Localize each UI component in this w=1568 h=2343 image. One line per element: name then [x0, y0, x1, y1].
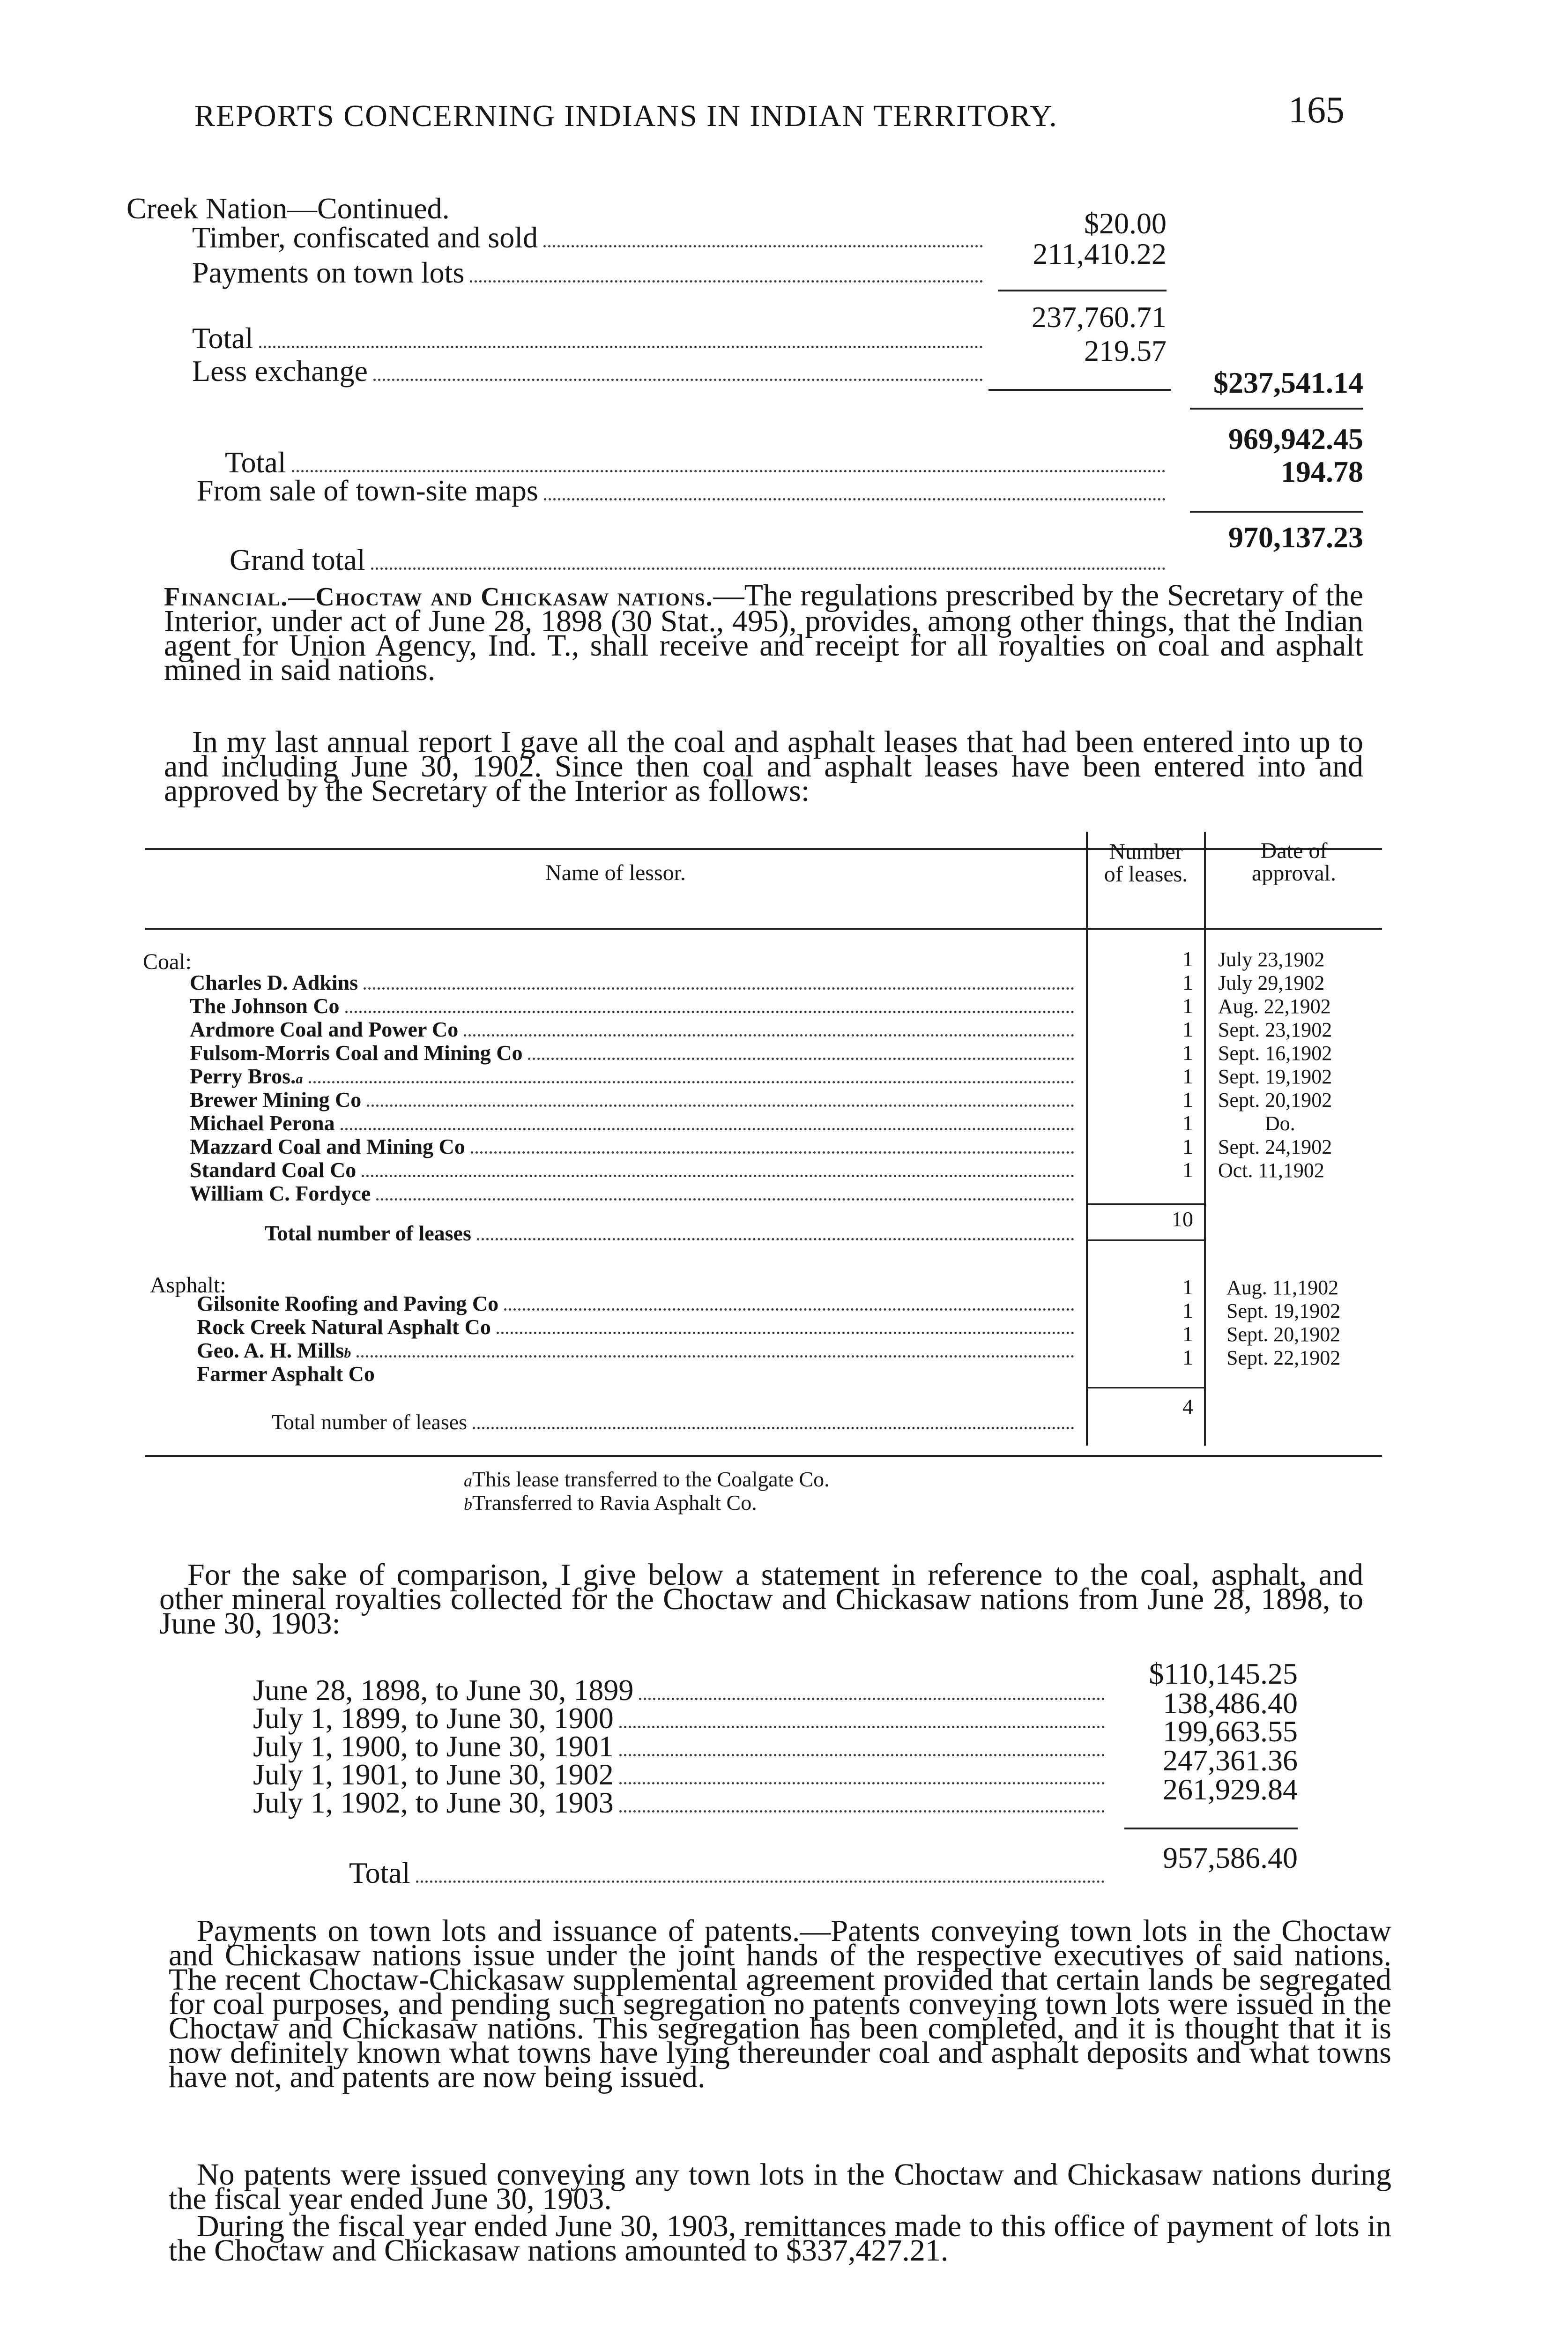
maps-row: [197, 473, 1171, 508]
coal-row: [190, 970, 1080, 996]
header-number-line2: of leases.: [1104, 862, 1188, 887]
exchange-rule: [988, 389, 1171, 391]
royalty-total-label: Total: [349, 1856, 410, 1889]
footnote-mark: a: [296, 1071, 303, 1087]
subtotal-label: Total: [192, 321, 253, 355]
financial-lead: Financial.—Choctaw and Chickasaw nations.: [164, 582, 713, 612]
coal-row: [190, 1157, 1080, 1184]
approval-date: Aug. 22,1902: [1218, 995, 1331, 1018]
town-lots-label: Payments on town lots: [192, 256, 465, 289]
lessor-name: Perry Bros.: [190, 1064, 296, 1088]
approval-date: Sept. 20,1902: [1218, 1089, 1332, 1112]
approval-date: Sept. 23,1902: [1218, 1018, 1332, 1041]
asphalt-label: Asphalt:: [150, 1273, 226, 1298]
lease-count: 1: [1182, 1041, 1193, 1065]
asphalt-row: [197, 1361, 1080, 1388]
financial-paragraph: [164, 578, 1363, 687]
exchange-row: [192, 354, 988, 388]
patents-text-3: During the fiscal year ended June 30, 1903, remittances made to this office of payment of lots in the Choctaw and Chickasaw nations amounted to $337,427.21.: [169, 2209, 1391, 2268]
grand-row: [230, 543, 1171, 577]
footnote-a-text: This lease transferred to the Coalgate Co.: [472, 1467, 830, 1491]
approval-date: Sept. 19,1902: [1218, 1065, 1332, 1088]
lease-count: 1: [1182, 970, 1193, 994]
royalty-amount: 261,929.84: [1163, 1773, 1298, 1806]
lessor-name: Brewer Mining Co: [190, 1088, 362, 1112]
patents-paragraph-3: [169, 2209, 1391, 2268]
coal-row: [190, 1087, 1080, 1113]
lessor-name: Rock Creek Natural Asphalt Co: [197, 1315, 491, 1339]
asphalt-total-count: 4: [1182, 1395, 1193, 1418]
lease-count: 1: [1182, 1134, 1193, 1158]
royalty-total-row: [349, 1856, 1110, 1890]
lessor-name: William C. Fordyce: [190, 1181, 371, 1205]
lease-count: 1: [1182, 994, 1193, 1018]
coal-row: [190, 1111, 1080, 1137]
patents-text-1: Payments on town lots and issuance of patents.—Patents conveying town lots in the Choctaw and Chickasaw nations issue under the joint hands of the respective executives of said nations. The recent Choctaw-Chickasaw supplemental agreement provided that certain lands be segregated for coal purposes, and pending such segregation no patents conveying town lots were issued in the Choctaw and Chickasaw nations. This segregation has been completed, and it is thought that it is now definitely known what towns have lying thereunder coal and asphalt deposits and what towns have not, and patents are now being issued.: [169, 1914, 1391, 2094]
total-label: Total: [225, 446, 286, 479]
royalty-row: [253, 1785, 1110, 1820]
royalty-period: June 28, 1898, to June 30, 1899: [253, 1673, 634, 1707]
lease-count: 1: [1182, 1275, 1193, 1299]
footnote-a: [464, 1467, 830, 1492]
lessor-name: Charles D. Adkins: [190, 970, 358, 994]
lessor-name: Gilsonite Roofing and Paving Co: [197, 1291, 499, 1315]
financial-text: —The regulations prescribed by the Secretary of the Interior, under act of June 28, 1898 (30 Stat., 495), provides, among other things, that the Indian agent for Union Agency, Ind. T., shall receive and receipt for all royalties on coal and asphalt mined in said nations.: [164, 578, 1363, 687]
approval-date: Do.: [1265, 1112, 1295, 1135]
royalty-period: July 1, 1900, to June 30, 1901: [253, 1730, 614, 1763]
asphalt-row: [197, 1338, 1080, 1364]
approval-date: Sept. 24,1902: [1218, 1135, 1332, 1158]
running-head: REPORTS CONCERNING INDIANS IN INDIAN TERRITORY.: [194, 99, 1058, 133]
town-lots-amount: 211,410.22: [1033, 237, 1167, 270]
comparison-intro-text: For the sake of comparison, I give below a statement in reference to the coal, asphalt, and other mineral royalties collected for the Choctaw and Chickasaw nations from June 28, 1898, to June 30, 1903:: [159, 1558, 1363, 1641]
header-number-line1: Number: [1109, 839, 1183, 864]
coal-row: [190, 993, 1080, 1020]
coal-row: [190, 1017, 1080, 1043]
leases-intro-paragraph: [164, 725, 1363, 808]
coal-row: [190, 1064, 1080, 1090]
timber-label: Timber, confiscated and sold: [192, 221, 538, 254]
subtotal-amount: 237,760.71: [1032, 300, 1167, 334]
lease-count: 1: [1182, 1088, 1193, 1112]
lease-count: 1: [1182, 1111, 1193, 1135]
approval-date: Sept. 16,1902: [1218, 1042, 1332, 1065]
lease-count: 1: [1182, 1064, 1193, 1088]
lessor-name: The Johnson Co: [190, 994, 340, 1018]
table-col-rule-2: [1204, 832, 1206, 1446]
asphalt-total-row: [272, 1410, 1080, 1436]
royalty-amount: 138,486.40: [1163, 1686, 1298, 1720]
footnote-b-mark: b: [464, 1495, 472, 1514]
lessor-name: Farmer Asphalt Co: [197, 1362, 375, 1386]
lease-count: 1: [1182, 1322, 1193, 1346]
royalty-period: July 1, 1902, to June 30, 1903: [253, 1786, 614, 1819]
lessor-name: Geo. A. H. Mills: [197, 1338, 344, 1362]
header-date-line2: approval.: [1252, 861, 1336, 886]
timber-amount: $20.00: [1084, 207, 1167, 240]
royalty-period: July 1, 1899, to June 30, 1900: [253, 1701, 614, 1735]
subtotal-row: [192, 321, 988, 356]
approval-date: Oct. 11,1902: [1218, 1159, 1324, 1182]
header-name: Name of lessor.: [545, 860, 686, 885]
asphalt-total-rule: [1088, 1387, 1204, 1388]
asphalt-row: [197, 1314, 1080, 1341]
approval-date: Sept. 19,1902: [1226, 1299, 1341, 1322]
header-date-line1: Date of: [1260, 838, 1328, 863]
net-rule: [1190, 408, 1363, 410]
exchange-label: Less exchange: [192, 354, 368, 388]
footnote-b-text: Transferred to Ravia Asphalt Co.: [472, 1491, 757, 1515]
lease-count: 1: [1182, 947, 1193, 971]
coal-total-count: 10: [1172, 1207, 1193, 1231]
coal-row: [190, 1134, 1080, 1160]
lessor-name: Mazzard Coal and Mining Co: [190, 1134, 465, 1158]
royalty-amount: 247,361.36: [1163, 1744, 1298, 1777]
town-lots-row: [192, 255, 988, 290]
coal-total-rule-bottom: [1088, 1239, 1204, 1241]
lease-count: 1: [1182, 1158, 1193, 1182]
royalty-amount: 199,663.55: [1163, 1715, 1298, 1748]
lessor-name: Fulsom-Morris Coal and Mining Co: [190, 1041, 523, 1065]
creek-heading: Creek Nation—Continued.: [126, 192, 450, 225]
approval-date: Sept. 22,1902: [1226, 1346, 1341, 1369]
grand-amount: 970,137.23: [1228, 521, 1363, 554]
total-amount: 969,942.45: [1228, 422, 1363, 455]
coal-label: Coal:: [143, 949, 192, 974]
net-amount: $237,541.14: [1213, 366, 1363, 399]
coal-total-label: Total number of leases: [265, 1221, 471, 1245]
exchange-amount: 219.57: [1084, 334, 1167, 367]
coal-total-row: [265, 1221, 1080, 1247]
royalty-total-rule: [1124, 1828, 1298, 1829]
royalty-amount: $110,145.25: [1149, 1657, 1298, 1690]
coal-total-rule: [1088, 1203, 1204, 1205]
page-number: 165: [1288, 90, 1345, 131]
patents-paragraph-1: [169, 1914, 1391, 2094]
lessor-name: Michael Perona: [190, 1111, 335, 1135]
approval-date: Sept. 20,1902: [1226, 1323, 1341, 1346]
leases-intro-text: In my last annual report I gave all the coal and asphalt leases that had been entered into up to and including June 30, 1902. Since then coal and asphalt leases have been entered into and approved by the Secretary of the Interior as follows:: [164, 725, 1363, 808]
grand-rule: [1190, 511, 1363, 513]
table-bottom-rule: [145, 1455, 1382, 1457]
asphalt-total-label: Total number of leases: [272, 1410, 468, 1434]
timber-row: [192, 220, 988, 255]
coal-row: [190, 1040, 1080, 1067]
lease-count: 1: [1182, 1345, 1193, 1369]
patents-text-2: No patents were issued conveying any town lots in the Choctaw and Chickasaw nations during the fiscal year ended June 30, 1903.: [169, 2157, 1391, 2216]
table-header-rule: [145, 928, 1382, 930]
approval-date: Aug. 11,1902: [1226, 1276, 1339, 1299]
maps-label: From sale of town-site maps: [197, 474, 538, 507]
royalty-period: July 1, 1901, to June 30, 1902: [253, 1758, 614, 1791]
footnote-b: [464, 1490, 757, 1515]
lessor-name: Standard Coal Co: [190, 1158, 357, 1182]
patents-paragraph-2: [169, 2157, 1391, 2216]
subtotal-rule: [998, 290, 1167, 291]
footnote-a-mark: a: [464, 1471, 472, 1490]
approval-date: July 23,1902: [1218, 948, 1325, 971]
approval-date: July 29,1902: [1218, 971, 1325, 994]
lessor-name: Ardmore Coal and Power Co: [190, 1017, 459, 1041]
maps-amount: 194.78: [1281, 455, 1363, 488]
asphalt-row: [197, 1291, 1080, 1317]
lease-count: 1: [1182, 1298, 1193, 1322]
footnote-mark: b: [344, 1345, 351, 1361]
coal-row: [190, 1181, 1080, 1207]
royalty-total-amount: 957,586.40: [1163, 1841, 1298, 1874]
comparison-intro: [159, 1558, 1363, 1641]
lease-count: 1: [1182, 1017, 1193, 1041]
grand-label: Grand total: [230, 543, 365, 576]
